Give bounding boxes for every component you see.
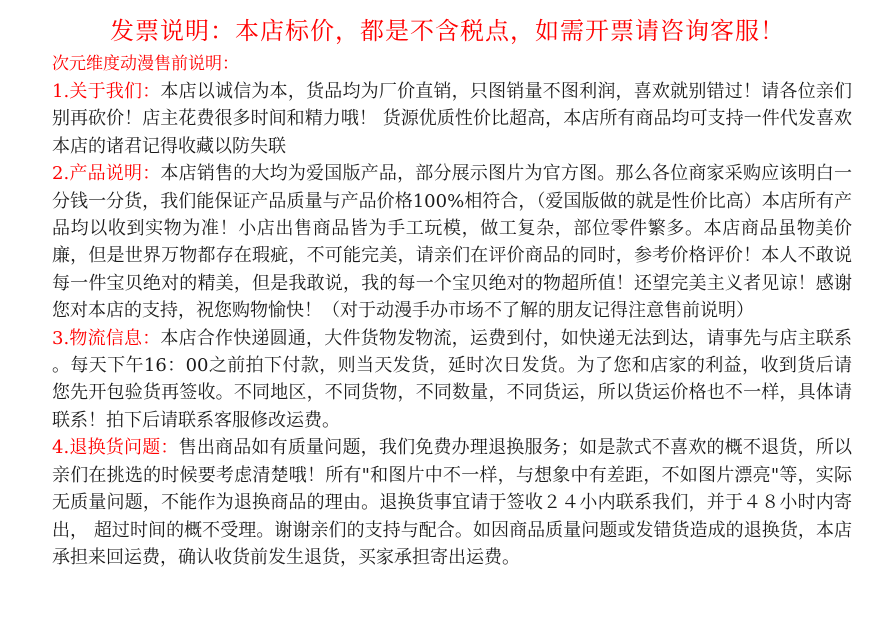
section-heading: 1.关于我们： (52, 81, 161, 102)
section-heading: 3.物流信息： (52, 327, 161, 349)
section-heading: 2.产品说明： (52, 163, 161, 185)
section-text: 本店合作快递圆通，大件货物发物流，运费到付，如快递无法到达，请事先与店主联系 。每天下午16：00之前拍下付款，则当天发货，延时次日发货。为了您和店家的利益，收到货后请您先开包验货再签收。不同地区，不同货物，不同数量，不同货运，所以货运价格也不一样，具体请联系！拍下后请联系客服修改运费。 (52, 327, 852, 431)
invoice-notice-title: 发票说明：本店标价，都是不含税点，如需开票请咨询客服！ (110, 17, 785, 45)
section-text: 本店销售的大均为爱国版产品，部分展示图片为官方图。那么各位商家采购应该明白一分钱一分货，我们能保证产品质量与产品价格100%相符合，（爱国版做的就是性价比高）本店所有产品均以收到实物为准！小店出售商品皆为手工玩模，做工复杂，部位零件繁多。本店商品虽物美价廉，但是世界万物都存在瑕疵，不可能完美，请亲们在评价商品的同时，参考价格评价！本人不敢说每一件宝贝绝对的精美，但是我敢说，我的每一个宝贝绝对的物超所值！还望完美主义者见谅！感谢您对本店的支持，祝您购物愉快！（对于动漫手办市场不了解的朋友记得注意售前说明） (52, 163, 852, 322)
notice-body (52, 78, 852, 571)
notice-subtitle: 次元维度动漫售前说明： (52, 54, 239, 74)
section-text: 本店以诚信为本，货品均为厂价直销，只图销量不图利润，喜欢就别错过！请各位亲们别再砍价！店主花费很多时间和精力哦！ 货源优质性价比超高，本店所有商品均可支持一件代发喜欢本店的诸君记得收藏以防失联 (52, 81, 852, 157)
section-returns (52, 434, 852, 571)
section-heading: 4.退换货问题： (52, 437, 179, 459)
section-product-info (52, 160, 852, 324)
section-about-us (52, 78, 852, 160)
section-text: 售出商品如有质量问题，我们免费办理退换服务；如是款式不喜欢的概不退货，所以亲们在挑选的时候要考虑清楚哦！所有"和图片中不一样，与想象中有差距，不如图片漂亮"等，实际无质量问题，不能作为退换商品的理由。退换货事宜请于签收２４小内联系我们，并于４８小时内寄出， 超过时间的概不受理。谢谢亲们的支持与配合。如因商品质量问题或发错货造成的退换货，本店承担来回运费，确认收货前发生退货，买家承担寄出运费。 (52, 437, 852, 568)
section-logistics (52, 325, 852, 435)
